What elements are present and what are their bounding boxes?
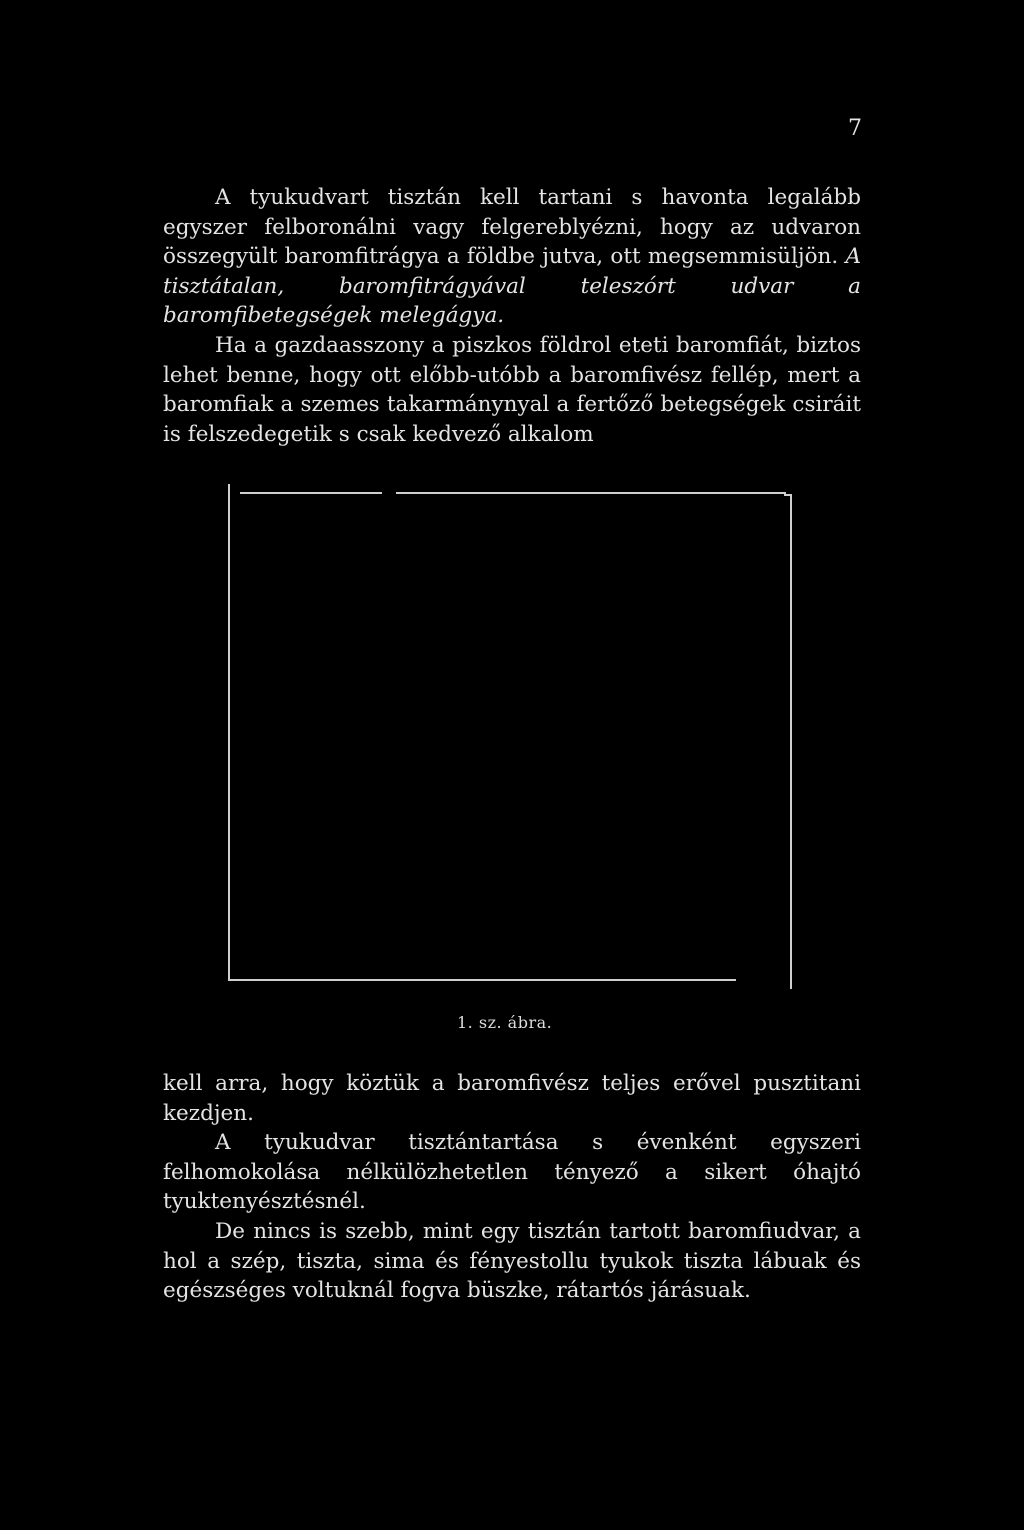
- page-number: 7: [848, 116, 863, 141]
- paragraph-1: [163, 183, 861, 331]
- figure-border-top-left: [240, 492, 382, 494]
- paragraph-1-italic-text: A tisztátalan, baromfitrágyával teleszórt udvar a baromfibetegségek melegágya.: [163, 244, 861, 329]
- bottom-text-block: [163, 1069, 861, 1306]
- figure-caption: 1. sz. ábra.: [457, 1013, 553, 1032]
- paragraph-2: Ha a gazdaasszony a piszkos földrol eteti baromfiát, biztos lehet benne, hogy ott előbb-utóbb a baromfivész fellép, mert a baromfiak a szemes takarmánynyal a fertőző betegségek csiráit is felszedegetik s csak kedvező alkalom: [163, 332, 861, 447]
- figure-border-left: [228, 484, 230, 979]
- figure-border-bottom: [228, 979, 736, 981]
- figure-1: [228, 484, 794, 989]
- paragraph-3: A tyukudvar tisztántartása s évenként egyszeri felhomokolása nélkülözhetetlen tényező a sikert óhajtó tyuktenyésztésnél.: [163, 1130, 861, 1215]
- paragraph-continuation: kell arra, hogy köztük a baromfivész teljes erővel pusztitani kezdjen.: [163, 1071, 861, 1126]
- paragraph-1-text: A tyukudvart tisztán kell tartani s havonta legalább egyszer felboronálni vagy felgereblyézni, hogy az udvaron összegyült baromfitrágya a földbe jutva, ott megsemmisüljön.: [163, 185, 861, 270]
- figure-border-right: [790, 494, 792, 989]
- figure-border-top-right: [396, 492, 786, 494]
- top-text-block: [163, 183, 861, 449]
- paragraph-4: De nincs is szebb, mint egy tisztán tartott baromfiudvar, a hol a szép, tiszta, sima és fényestollu tyukok tiszta lábuak és egészséges voltuknál fogva büszke, rátartós járásuak.: [163, 1218, 861, 1304]
- figure-border-notch: [784, 494, 790, 496]
